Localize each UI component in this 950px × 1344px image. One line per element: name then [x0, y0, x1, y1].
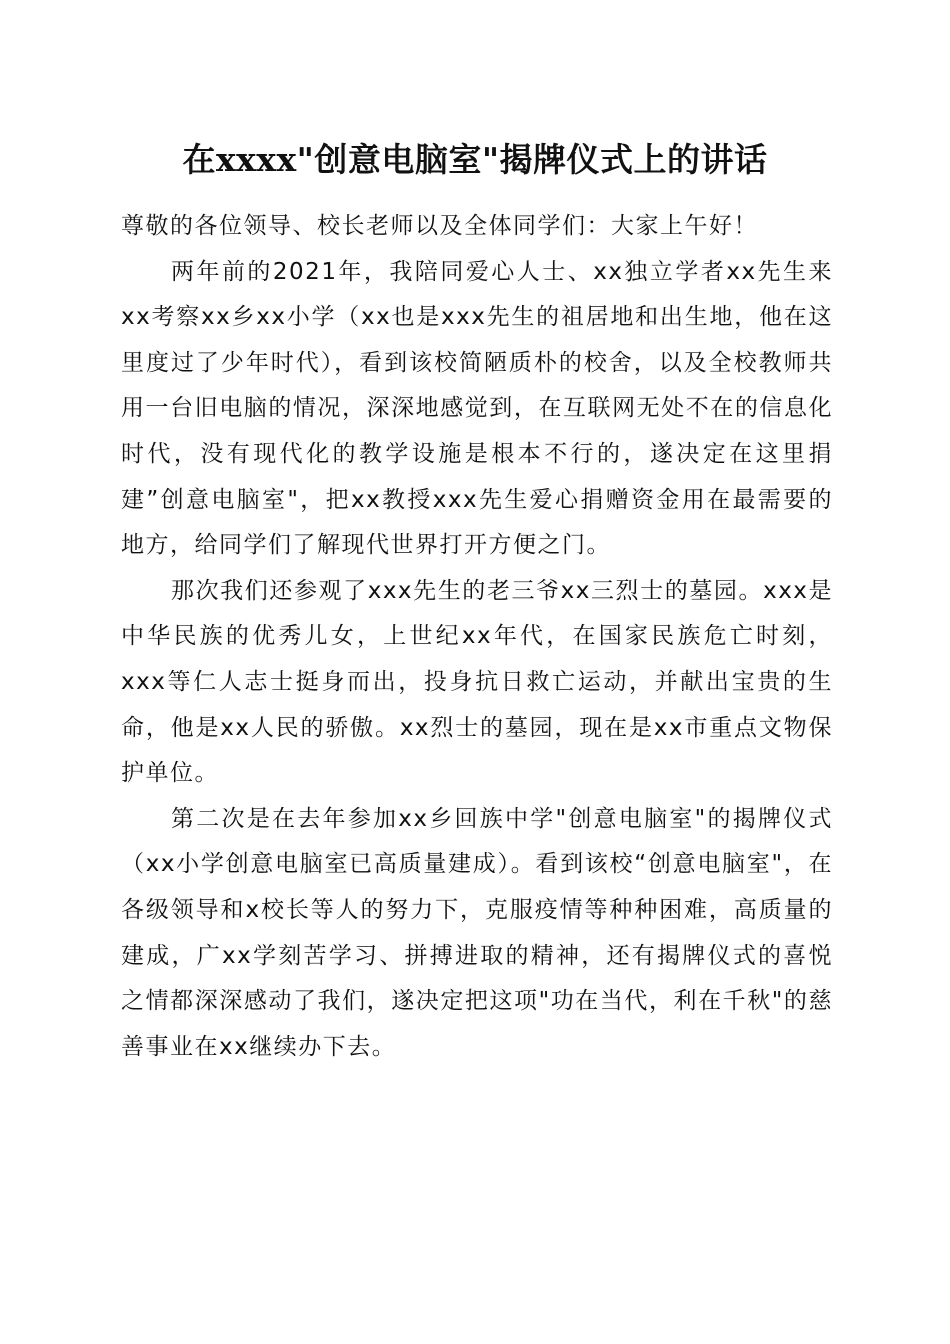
greeting-line: 尊敬的各位领导、校长老师以及全体同学们：大家上午好！ [121, 213, 758, 239]
document-title: 在xxxx"创意电脑室"揭牌仪式上的讲话 [182, 140, 768, 179]
paragraph-2: 那次我们还参观了xxx先生的老三爷xx三烈士的墓园。xxx是中华民族的优秀儿女，上世纪xx年代，在国家民族危亡时刻，xxx等仁人志士挺身而出，投身抗日救亡运动，并献出宝贵的生命，他是xx人民的骄傲。xx烈士的墓园，现在是xx市重点文物保护单位。 [121, 577, 833, 787]
paragraph-1: 两年前的2021年，我陪同爱心人士、xx独立学者xx先生来xx考察xx乡xx小学（xx也是xxx先生的祖居地和出生地，他在这里度过了少年时代），看到该校简陋质朴的校舍，以及全校教师共用一台旧电脑的情况，深深地感觉到，在互联网无处不在的信息化时代，没有现代化的教学设施是根本不行的，遂决定在这里捐建”创意电脑室"，把xx教授xxx先生爱心捐赠资金用在最需要的地方，给同学们了解现代世界打开方便之门。 [121, 258, 833, 559]
paragraph-3: 第二次是在去年参加xx乡回族中学"创意电脑室"的揭牌仪式（xx小学创意电脑室已高质量建成）。看到该校“创意电脑室"，在各级领导和x校长等人的努力下，克服疫情等种种困难，高质量的建成，广xx学刻苦学习、拼搏进取的精神，还有揭牌仪式的喜悦之情都深深感动了我们，遂决定把这项"功在当代，利在千秋"的慈善事业在xx继续办下去。 [121, 805, 833, 1060]
document-body [121, 204, 833, 1070]
